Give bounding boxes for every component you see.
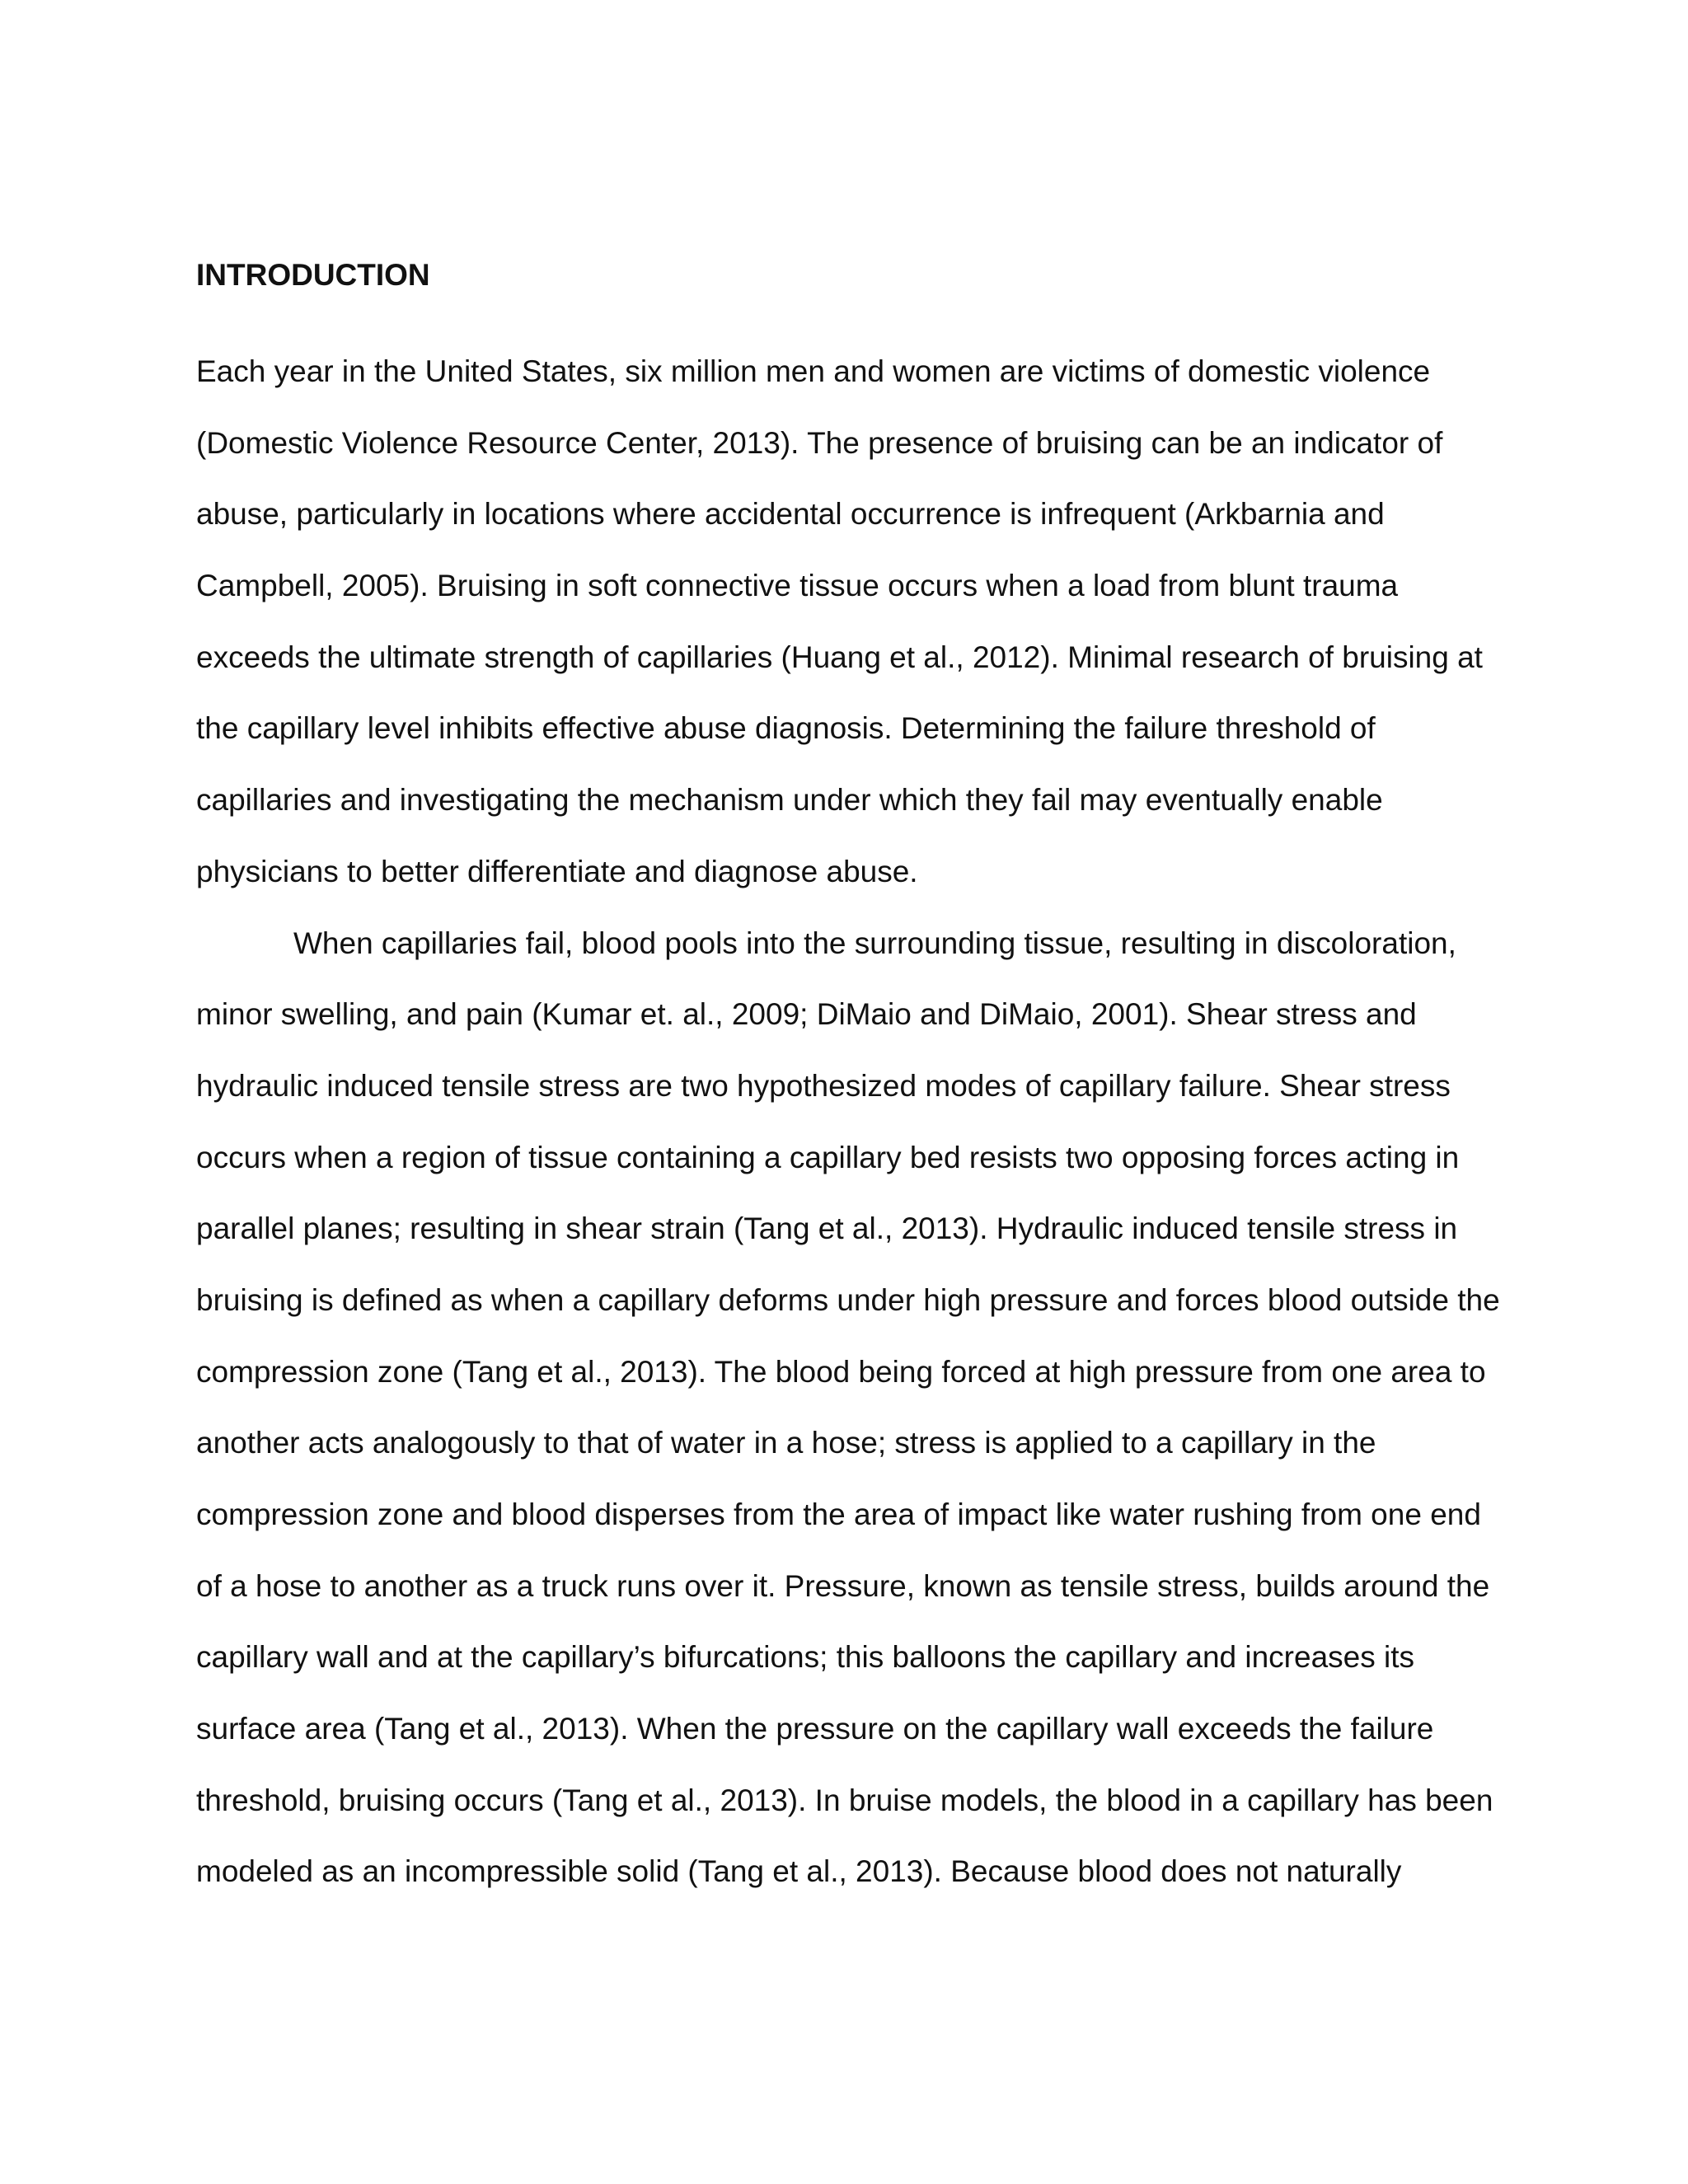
paragraph-line: physicians to better differentiate and diagnose abuse. [196,854,918,888]
paragraph-line: the capillary level inhibits effective abuse diagnosis. Determining the failure threshold of [196,711,1376,746]
paragraph-line: of a hose to another as a truck runs over it. Pressure, known as tensile stress, builds around the [196,1568,1490,1603]
paragraph-line: occurs when a region of tissue containing a capillary bed resists two opposing forces acting in [196,1140,1460,1174]
paragraph-2 [196,908,1503,1909]
paragraph-line: Campbell, 2005). Bruising in soft connective tissue occurs when a load from blunt trauma [196,569,1399,603]
paragraph-line: parallel planes; resulting in shear strain (Tang et al., 2013). Hydraulic induced tensile stress in [196,1212,1458,1246]
paragraph-line: capillary wall and at the capillary’s bifurcations; this balloons the capillary and increases its [196,1640,1415,1675]
document-body [196,255,1503,1908]
paragraph-line: abuse, particularly in locations where accidental occurrence is infrequent (Arkbarnia and [196,497,1385,532]
paragraph-line: When capillaries fail, blood pools into the surrounding tissue, resulting in discoloration, [293,926,1456,960]
paragraph-line: compression zone and blood disperses from the area of impact like water rushing from one end [196,1497,1481,1531]
paragraph-line: (Domestic Violence Resource Center, 2013). The presence of bruising can be an indicator of [196,425,1443,460]
section-heading: INTRODUCTION [196,258,430,292]
paragraph-line: another acts analogously to that of water in a hose; stress is applied to a capillary in the [196,1426,1376,1460]
paragraph-line: surface area (Tang et al., 2013). When the pressure on the capillary wall exceeds the failure [196,1712,1434,1746]
paragraph-line: capillaries and investigating the mechanism under which they fail may eventually enable [196,783,1383,818]
paragraph-line: compression zone (Tang et al., 2013). The blood being forced at high pressure from one area to [196,1354,1486,1389]
paragraph-line: bruising is defined as when a capillary deforms under high pressure and forces blood outside the [196,1282,1500,1317]
paragraph-line: modeled as an incompressible solid (Tang et al., 2013). Because blood does not naturally [196,1854,1402,1889]
paragraph-1 [196,336,1503,908]
paragraph-line: minor swelling, and pain (Kumar et. al., 2009; DiMaio and DiMaio, 2001). Shear stress and [196,997,1417,1032]
paragraph-line: Each year in the United States, six million men and women are victims of domestic violence [196,354,1431,388]
paragraph-line: hydraulic induced tensile stress are two hypothesized modes of capillary failure. Shear stress [196,1068,1451,1103]
paragraph-line: threshold, bruising occurs (Tang et al., 2013). In bruise models, the blood in a capillary has been [196,1783,1493,1817]
paragraph-line: exceeds the ultimate strength of capillaries (Huang et al., 2012). Minimal research of bruising at [196,640,1483,674]
